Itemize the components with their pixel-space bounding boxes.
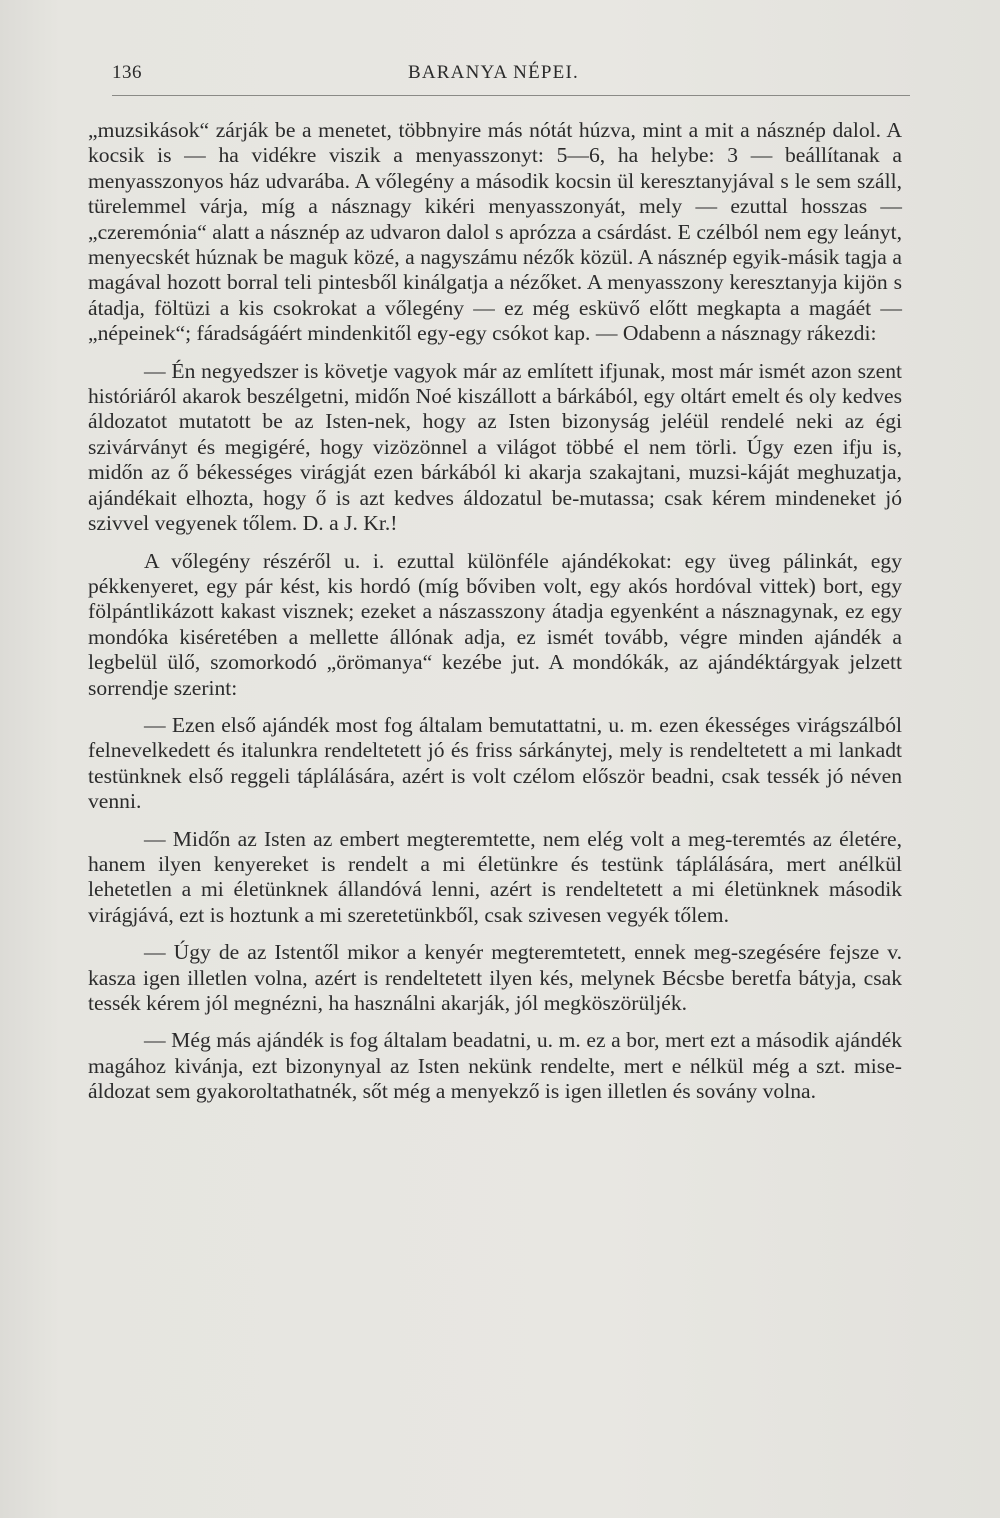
paragraph-2: — Én negyedszer is követje vagyok már az említett ifjunak, most már ismét azon szent históriáról akarok beszélgetni, midőn Noé kiszállott a bárkából, egy oltárt emelt és oly kedves áldozatot mutatott be az Isten-nek, hogy az Isten bizonyság jeléül rendelé neki az égi szivárványt és megigéré, hogy vizözönnel a világot többé el nem törli. Úgy ezen ifju is, midőn az ő békességes virágját ezen bárkából ki akarja szakajtani, muzsi-káját meghuzatja, ajándékait elhozta, hogy ő is azt kedves áldozatul be-mutassa; csak kérem mindeneket jó szivvel vegyenek tőlem. D. a J. Kr.! [88, 358, 902, 536]
paragraph-4: — Ezen első ajándék most fog általam bemutattatni, u. m. ezen ékességes virágszálból felnevelkedett és italunkra rendeltetett jó és friss sárkánytej, mely is rendeltetett a mi lankadt testünknek első reggeli táplálására, azért is volt czélom először beadni, csak tessék jó néven venni. [88, 712, 902, 814]
header-rule [112, 95, 910, 96]
paragraph-6: — Úgy de az Istentől mikor a kenyér megteremtetett, ennek meg-szegésére fejsze v. kasza igen illetlen volna, azért is rendeltetett ilyen kés, melynek Bécsbe beretfa bátyja, csak tessék kérem jól megnézni, ha használni akarják, jól megköszörüljék. [88, 940, 902, 1015]
page-header [112, 62, 912, 92]
page-number: 136 [112, 62, 142, 83]
paragraph-7: — Még más ajándék is fog általam beadatni, u. m. ez a bor, mert ezt a második ajándék magához kivánja, ezt bizonynyal az Isten nekünk rendelte, mert e nélkül még a szt. mise-áldozat sem gyakoroltathatnék, sőt még a menyekző is igen illetlen és sovány volna. [88, 1028, 902, 1104]
paragraph-3: A vőlegény részéről u. i. ezuttal különféle ajándékokat: egy üveg pálinkát, egy pékkenyeret, egy pár kést, kis hordó (míg bőviben volt, egy akós hordóval vittek) bort, egy fölpántlikázott kakast visznek; ezeket a nászasszony átadja egyenként a násznagynak, ez egy mondóka kiséretében a mellette állónak adja, ez ismét tovább, végre minden ajándék a legbelül ülő, szomorkodó „örömanya“ kezébe jut. A mondókák, az ajándéktárgyak jelzett sorrendje szerint: [88, 548, 902, 700]
paragraph-1: „muzsikások“ zárják be a menetet, többnyire más nótát húzva, mint a mit a násznép dalol. A kocsik is — ha vidékre viszik a menyasszonyt: 5—6, ha helybe: 3 — beállítanak a menyasszonyos ház udvarába. A vőlegény a második kocsin ül keresztanyjával s le sem száll, türelemmel várja, míg a násznagy kikéri menyasszonyát, mely — ezuttal hosszas — „czeremónia“ alatt a násznép az udvaron dalol s aprózza a csárdást. E czélból nem egy leányt, menyecskét húznak be maguk közé, a nagyszámu nézők közül. A násznép egyik-másik tagja a magával hozott borral teli pintesből kinálgatja a nézőket. A menyasszony keresztanyja kijön s átadja, föltüzi a kis csokrokat a vőlegény — ez még esküvő előtt megkapta a magáét — „népeinek“; fáradságáért mindenkitől egy-egy csókot kap. — Odabenn a násznagy rákezdi: [88, 118, 902, 346]
page-body [88, 118, 902, 1105]
running-title: BARANYA NÉPEI. [408, 62, 579, 83]
paragraph-5: — Midőn az Isten az embert megteremtette, nem elég volt a meg-teremtés az életére, hanem ilyen kenyereket is rendelt a mi életünkre és testünk táplálására, mert anélkül lehetetlen a mi életünknek állandóvá lenni, azért is rendeltetett a mi életünknek második virágjává, ezt is hoztunk a mi szeretetünkből, csak szivesen vegyék tőlem. [88, 826, 902, 927]
